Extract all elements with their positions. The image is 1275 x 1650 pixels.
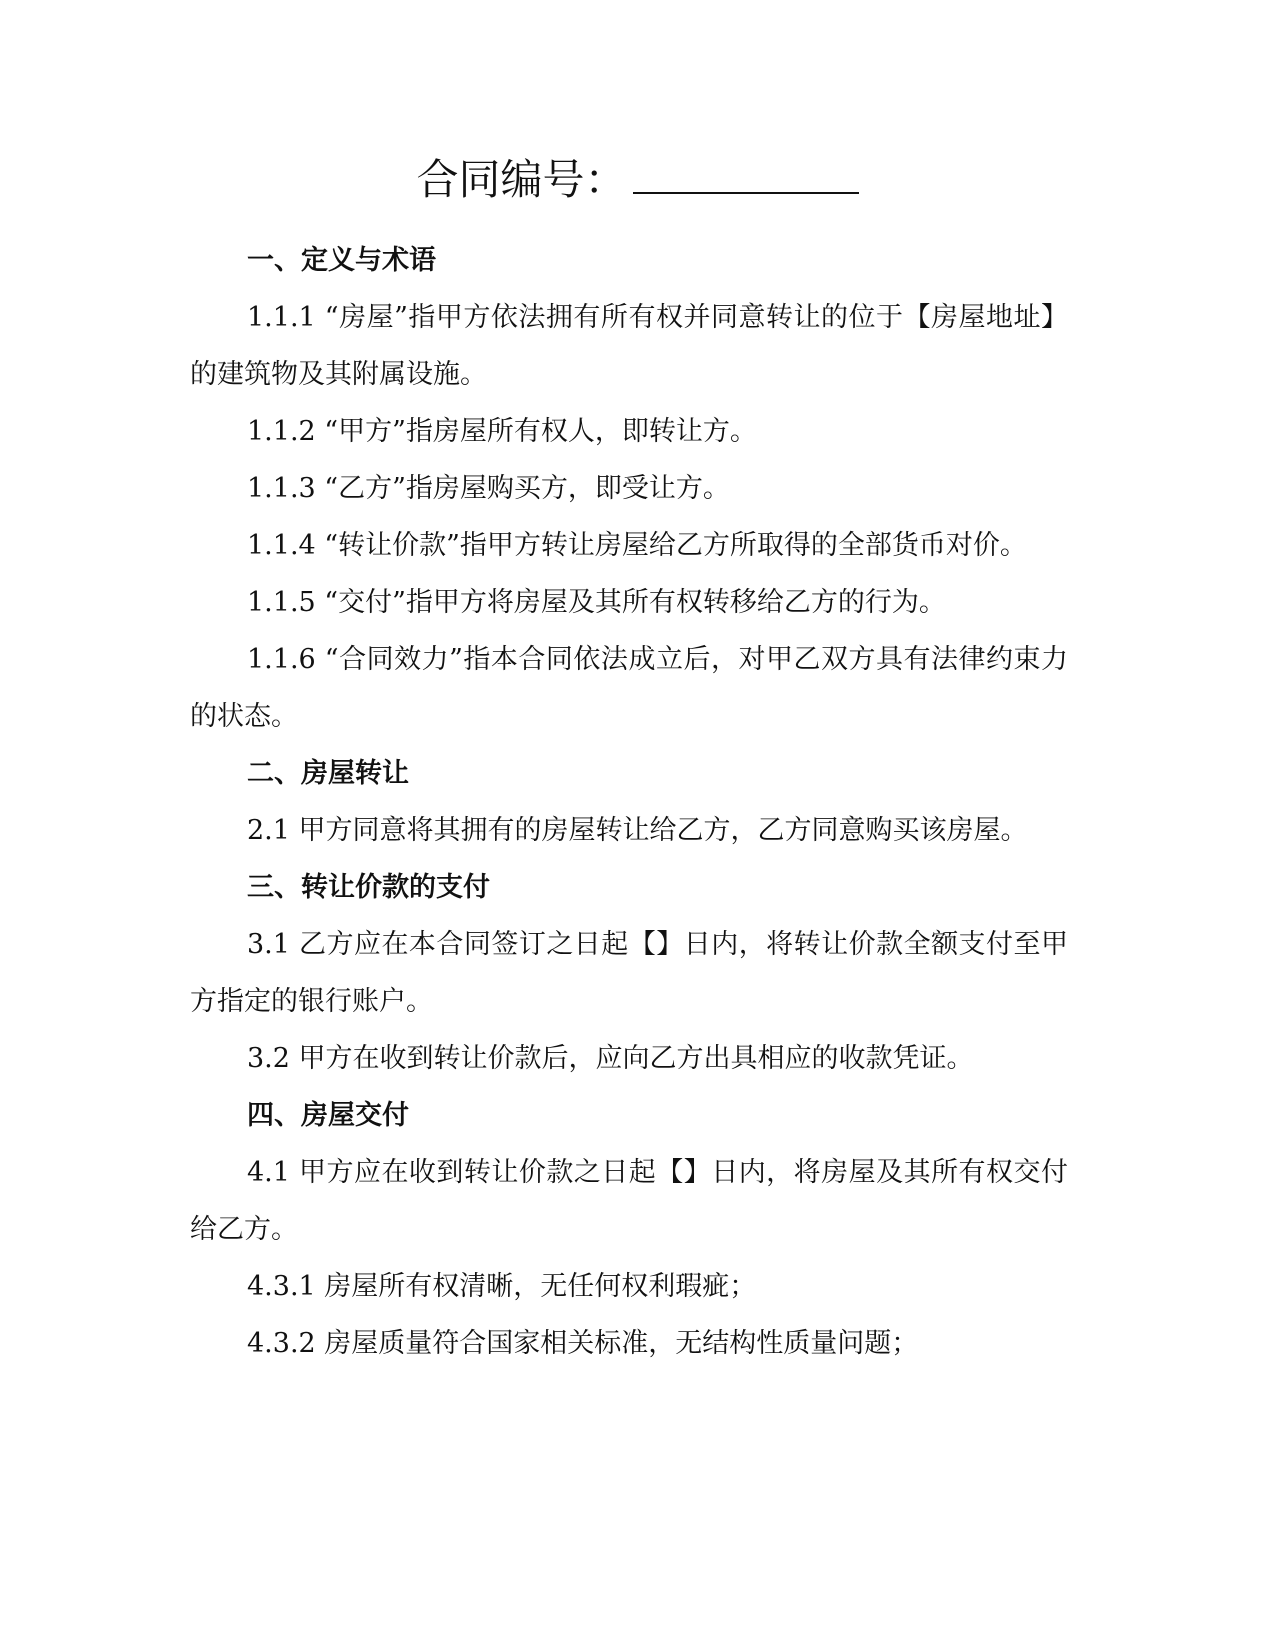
section-heading: 四、房屋交付: [247, 1100, 409, 1131]
section-heading: 二、房屋转让: [247, 758, 409, 789]
clause-1-1-2: 1.1.2 “甲方”指房屋所有权人，即转让方。: [247, 416, 757, 447]
contract-number-blank: [633, 148, 859, 194]
section-payment: [190, 859, 1068, 1087]
section-house-transfer: [190, 745, 1068, 859]
clause-2-1: 2.1 甲方同意将其拥有的房屋转让给乙方，乙方同意购买该房屋。: [247, 815, 1028, 846]
section-delivery: [190, 1087, 1068, 1372]
clause-3-1: 3.1 乙方应在本合同签订之日起【】日内，将转让价款全额支付至甲方指定的银行账户。: [190, 929, 1068, 1017]
clause-4-1: 4.1 甲方应在收到转让价款之日起【】日内，将房屋及其所有权交付给乙方。: [190, 1157, 1068, 1245]
clause-1-1-5: 1.1.5 “交付”指甲方将房屋及其所有权转移给乙方的行为。: [247, 587, 946, 618]
clause-1-1-1: 1.1.1 “房屋”指甲方依法拥有所有权并同意转让的位于【房屋地址】的建筑物及其附属设施。: [190, 302, 1068, 390]
section-definitions: [190, 232, 1068, 745]
section-heading: 一、定义与术语: [247, 245, 436, 276]
clause-4-3-1: 4.3.1 房屋所有权清晰，无任何权利瑕疵；: [247, 1271, 757, 1302]
section-heading: 三、转让价款的支付: [247, 872, 490, 903]
clause-1-1-6: 1.1.6 “合同效力”指本合同依法成立后，对甲乙双方具有法律约束力的状态。: [190, 644, 1068, 732]
clause-4-3-2: 4.3.2 房屋质量符合国家相关标准，无结构性质量问题；: [247, 1328, 919, 1359]
document-body: [190, 232, 1068, 1372]
clause-3-2: 3.2 甲方在收到转让价款后，应向乙方出具相应的收款凭证。: [247, 1043, 974, 1074]
contract-number-title: [0, 148, 1275, 210]
contract-number-label: 合同编号：: [416, 155, 627, 204]
clause-1-1-4: 1.1.4 “转让价款”指甲方转让房屋给乙方所取得的全部货币对价。: [247, 530, 1027, 561]
clause-1-1-3: 1.1.3 “乙方”指房屋购买方，即受让方。: [247, 473, 730, 504]
